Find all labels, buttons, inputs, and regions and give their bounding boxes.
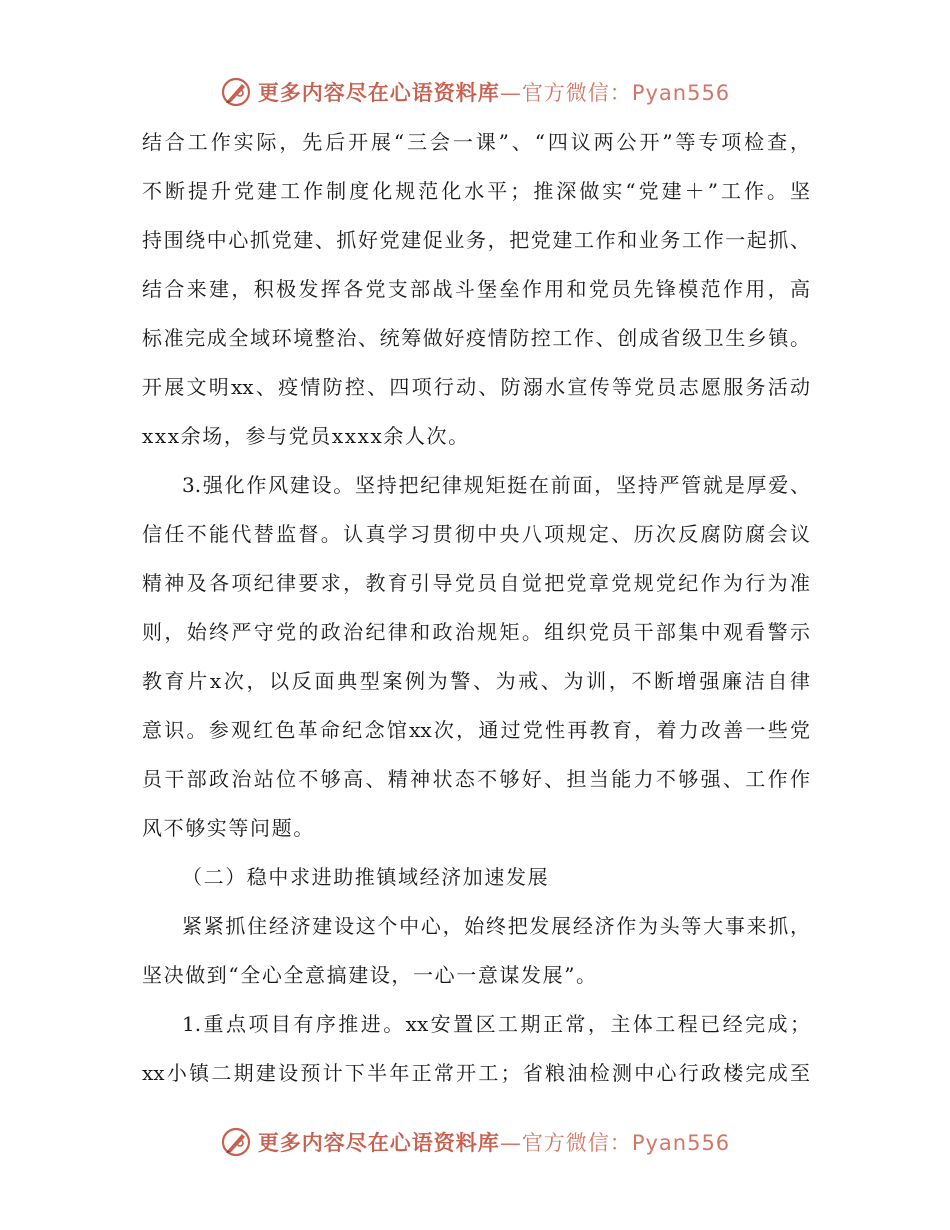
footer-watermark bbox=[0, 1122, 950, 1162]
paragraph-line: 风不够实等问题。 bbox=[142, 816, 315, 840]
paragraph-line: 1.重点项目有序推进。xx安置区工期正常，主体工程已经完成； bbox=[182, 1012, 810, 1036]
paragraph-line: 紧紧抓住经济建设这个中心，始终把发展经济作为头等大事来抓， bbox=[182, 914, 810, 938]
paragraph-line: xx小镇二期建设预计下半年正常开工；省粮油检测中心行政楼完成至 bbox=[142, 1061, 810, 1085]
watermark-main: 更多内容尽在心语资料库 bbox=[257, 81, 500, 105]
section-heading: （二）稳中求进助推镇域经济加速发展 bbox=[182, 865, 550, 889]
paragraph-line: 开展文明xx、疫情防控、四项行动、防溺水宣传等党员志愿服务活动 bbox=[142, 375, 810, 399]
watermark-text bbox=[258, 1127, 730, 1157]
paragraph-line: 标准完成全域环境整治、统筹做好疫情防控工作、创成省级卫生乡镇。 bbox=[142, 326, 810, 350]
watermark-main: 更多内容尽在心语资料库 bbox=[257, 1131, 500, 1155]
paragraph-line: 精神及各项纪律要求，教育引导党员自觉把党章党规党纪作为行为准 bbox=[142, 571, 810, 595]
paragraph-line: 则，始终严守党的政治纪律和政治规矩。组织党员干部集中观看警示 bbox=[142, 620, 810, 644]
paragraph-line: xxx余场，参与党员xxxx余人次。 bbox=[142, 424, 470, 448]
watermark-handle: Pyan556 bbox=[631, 1131, 731, 1155]
paragraph-line: 坚决做到“全心全意搞建设，一心一意谋发展”。 bbox=[142, 963, 598, 987]
watermark-dash: — bbox=[499, 81, 522, 105]
watermark-dash: — bbox=[499, 1131, 522, 1155]
document-body bbox=[142, 118, 810, 1098]
watermark-sub: 官方微信： bbox=[521, 1131, 632, 1155]
header-watermark bbox=[0, 72, 950, 112]
paragraph-line: 意识。参观红色革命纪念馆xx次，通过党性再教育，着力改善一些党 bbox=[142, 718, 810, 742]
watermark-sub: 官方微信： bbox=[521, 81, 632, 105]
pen-logo-icon bbox=[220, 1126, 252, 1158]
paragraph-line: 3.强化作风建设。坚持把纪律规矩挺在前面，坚持严管就是厚爱、 bbox=[182, 473, 810, 497]
watermark-handle: Pyan556 bbox=[631, 81, 731, 105]
paragraph-line: 持围绕中心抓党建、抓好党建促业务，把党建工作和业务工作一起抓、 bbox=[142, 228, 810, 252]
paragraph-line: 结合工作实际，先后开展“三会一课”、“四议两公开”等专项检查， bbox=[142, 130, 810, 154]
paragraph-line: 结合来建，积极发挥各党支部战斗堡垒作用和党员先锋模范作用，高 bbox=[142, 277, 810, 301]
paragraph-line: 不断提升党建工作制度化规范化水平；推深做实“党建＋”工作。坚 bbox=[142, 179, 810, 203]
paragraph-line: 信任不能代替监督。认真学习贯彻中央八项规定、历次反腐防腐会议 bbox=[142, 522, 810, 546]
watermark-text bbox=[258, 77, 730, 107]
paragraph-line: 员干部政治站位不够高、精神状态不够好、担当能力不够强、工作作 bbox=[142, 767, 810, 791]
pen-logo-icon bbox=[220, 76, 252, 108]
paragraph-line: 教育片x次，以反面典型案例为警、为戒、为训，不断增强廉洁自律 bbox=[142, 669, 810, 693]
